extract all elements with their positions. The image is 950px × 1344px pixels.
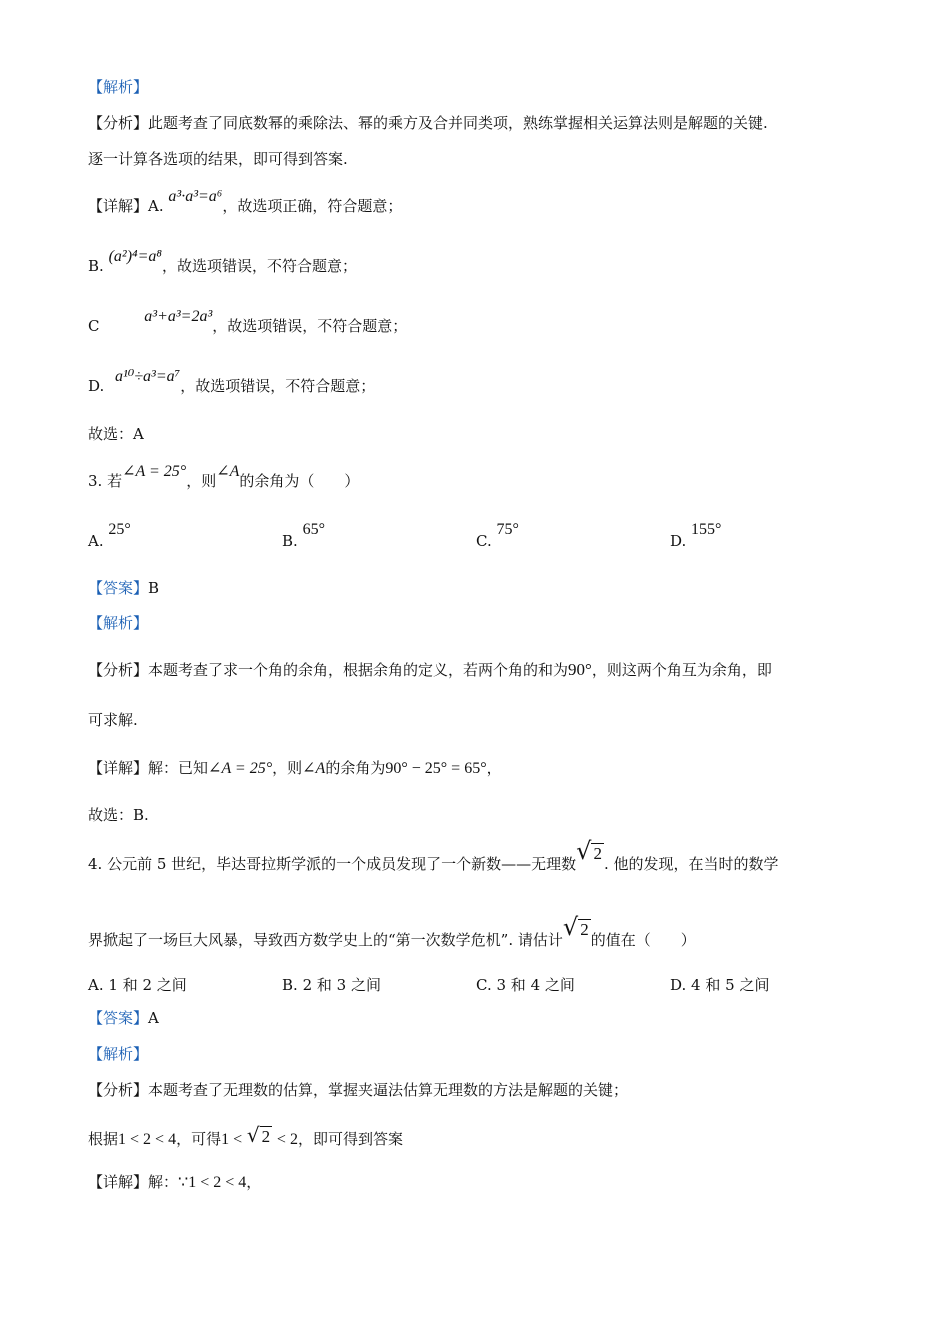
detail-a: 解：已知 (148, 759, 209, 777)
sqrt-expression (562, 913, 591, 941)
option-d-text: ，故选项错误，不符合题意； (180, 377, 376, 395)
analysis-heading: 【解析】 (88, 78, 149, 96)
question-4-stem-line-2 (88, 913, 696, 950)
question-3-analysis (88, 660, 772, 680)
option-label: A. (88, 976, 104, 994)
detail-c: 的余角为 (325, 759, 386, 777)
option-value: 75° (496, 521, 519, 538)
question-3-analysis-heading: 【解析】 (88, 614, 149, 632)
question-3-choose: 故选：B. (88, 806, 149, 824)
question-3-analysis-2: 可求解. (88, 711, 138, 729)
sqrt-expression (576, 837, 604, 865)
analysis-text: 本题考查了求一个角的余角，根据余角的定义，若两个角的和为 (148, 661, 569, 679)
detail-option-b (88, 248, 357, 277)
radicand: 2 (593, 844, 602, 863)
detail-angle: ∠A (302, 760, 326, 777)
basis-c: ，即可得到答案 (297, 1130, 403, 1148)
option-value: 155° (691, 521, 722, 538)
question-3-option-a (88, 521, 131, 551)
option-value: 25° (108, 521, 131, 538)
stem-text-b: . 他的发现，在当时的数学 (603, 855, 779, 873)
stem-text-d: 的值在（ ） (590, 931, 696, 949)
option-d-label: D. (88, 377, 105, 395)
option-c-text: ，故选项错误，不符合题意； (212, 317, 408, 335)
question-4-answer (88, 1008, 159, 1028)
answer-value: B (148, 579, 160, 597)
detail-option-c (88, 308, 408, 337)
option-a-expression: a³·a³=a⁶ (168, 188, 223, 205)
option-value: 3 和 4 之间 (496, 976, 575, 994)
option-a-text: ，故选项正确，符合题意； (222, 197, 403, 215)
choose-answer: 故选：A (88, 425, 144, 443)
question-4-option-b (282, 974, 381, 995)
question-3-ask: 的余角为（ ） (239, 472, 360, 490)
option-label: D. (670, 976, 687, 994)
analysis-degree: 90° (568, 660, 592, 679)
question-4-analysis (88, 1080, 628, 1100)
analysis-text: 本题考查了无理数的估算，掌握夹逼法估算无理数的方法是解题的关键； (148, 1081, 629, 1099)
question-4-detail (88, 1172, 261, 1193)
analysis-text-b: ，则这两个角互为余角，即 (591, 661, 772, 679)
detail-b: ， (246, 1173, 262, 1191)
option-c-expression: a³+a³=2a³ (144, 308, 213, 325)
detail-a: 解： (148, 1173, 179, 1191)
option-value: 4 和 5 之间 (691, 976, 770, 994)
question-3-number: 3. 若 (88, 472, 123, 490)
analysis-tag: 【分析】 (88, 661, 149, 679)
question-3-detail (88, 758, 502, 779)
question-3-condition: ∠A = 25° (122, 463, 187, 480)
stem-text-c: 界掀起了一场巨大风暴，导致西方数学史上的“第一次数学危机”. 请估计 (88, 931, 563, 949)
question-3-option-b (282, 521, 325, 551)
option-label: B. (282, 976, 298, 994)
detail-d: ， (486, 759, 502, 777)
option-b-text: ，故选项错误，不符合题意； (161, 257, 357, 275)
detail-calculation: 90° − 25° = 65° (385, 760, 487, 777)
analysis-text: 此题考查了同底数幂的乘除法、幂的乘方及合并同类项，熟练掌握相关运算法则是解题的关键. (148, 114, 768, 132)
option-label: A. (88, 532, 104, 550)
analysis-text-2: 逐一计算各选项的结果，即可得到答案. (88, 150, 348, 168)
basis-a: 根据 (88, 1130, 119, 1148)
question-4-option-a (88, 974, 187, 995)
question-4-analysis-heading: 【解析】 (88, 1045, 149, 1063)
option-value: 65° (302, 521, 325, 538)
question-4-option-d (670, 974, 769, 995)
option-value: 2 和 3 之间 (302, 976, 381, 994)
sqrt-icon: √ (562, 913, 579, 941)
option-label: B. (282, 532, 298, 550)
answer-tag: 【答案】 (88, 1009, 149, 1027)
question-3-option-c (476, 521, 519, 551)
answer-tag: 【答案】 (88, 579, 149, 597)
stem-text-a: 4. 公元前 5 世纪，毕达哥拉斯学派的一个成员发现了一个新数——无理数 (88, 855, 577, 873)
detail-option-a (88, 188, 403, 217)
basis-left: 1 < (221, 1131, 243, 1148)
question-3-then: ，则 (186, 472, 217, 490)
question-3-option-d (670, 521, 722, 551)
option-value: 1 和 2 之间 (108, 976, 187, 994)
option-label: D. (670, 532, 687, 550)
answer-value: A (148, 1009, 159, 1027)
question-3-stem (88, 463, 360, 492)
detail-option-d (88, 368, 376, 397)
radicand: 2 (580, 920, 589, 939)
analysis-line (88, 113, 768, 133)
radicand: 2 (261, 1127, 271, 1146)
sqrt-icon: √ (576, 837, 592, 865)
option-b-label: B. (88, 257, 104, 275)
option-d-expression: a¹⁰÷a³=a⁷ (115, 368, 181, 385)
sqrt-expression (247, 1125, 272, 1147)
basis-inequality: 1 < 2 < 4 (118, 1131, 177, 1148)
question-4-basis (88, 1123, 403, 1150)
analysis-tag: 【分析】 (88, 1081, 149, 1099)
analysis-tag: 【分析】 (88, 114, 149, 132)
detail-condition: ∠A = 25° (208, 760, 273, 777)
detail-tag: 【详解】 (88, 1173, 149, 1191)
option-label: C. (476, 976, 492, 994)
basis-b: ，可得 (176, 1130, 222, 1148)
detail-tag: 【详解】 (88, 759, 149, 777)
option-c-label: C (88, 317, 100, 335)
detail-inequality: ∵1 < 2 < 4 (178, 1174, 247, 1191)
question-4-option-c (476, 974, 575, 995)
option-a-label: A. (148, 197, 164, 215)
question-3-angle: ∠A (216, 463, 240, 480)
option-label: C. (476, 532, 492, 550)
option-b-expression: (a²)⁴=a⁸ (108, 248, 162, 265)
question-3-answer (88, 578, 159, 598)
detail-tag: 【详解】 (88, 197, 149, 215)
detail-b: ，则 (272, 759, 303, 777)
sqrt-icon: √ (246, 1123, 260, 1147)
question-4-stem-line-1 (88, 837, 779, 874)
basis-right: < 2 (276, 1131, 298, 1148)
